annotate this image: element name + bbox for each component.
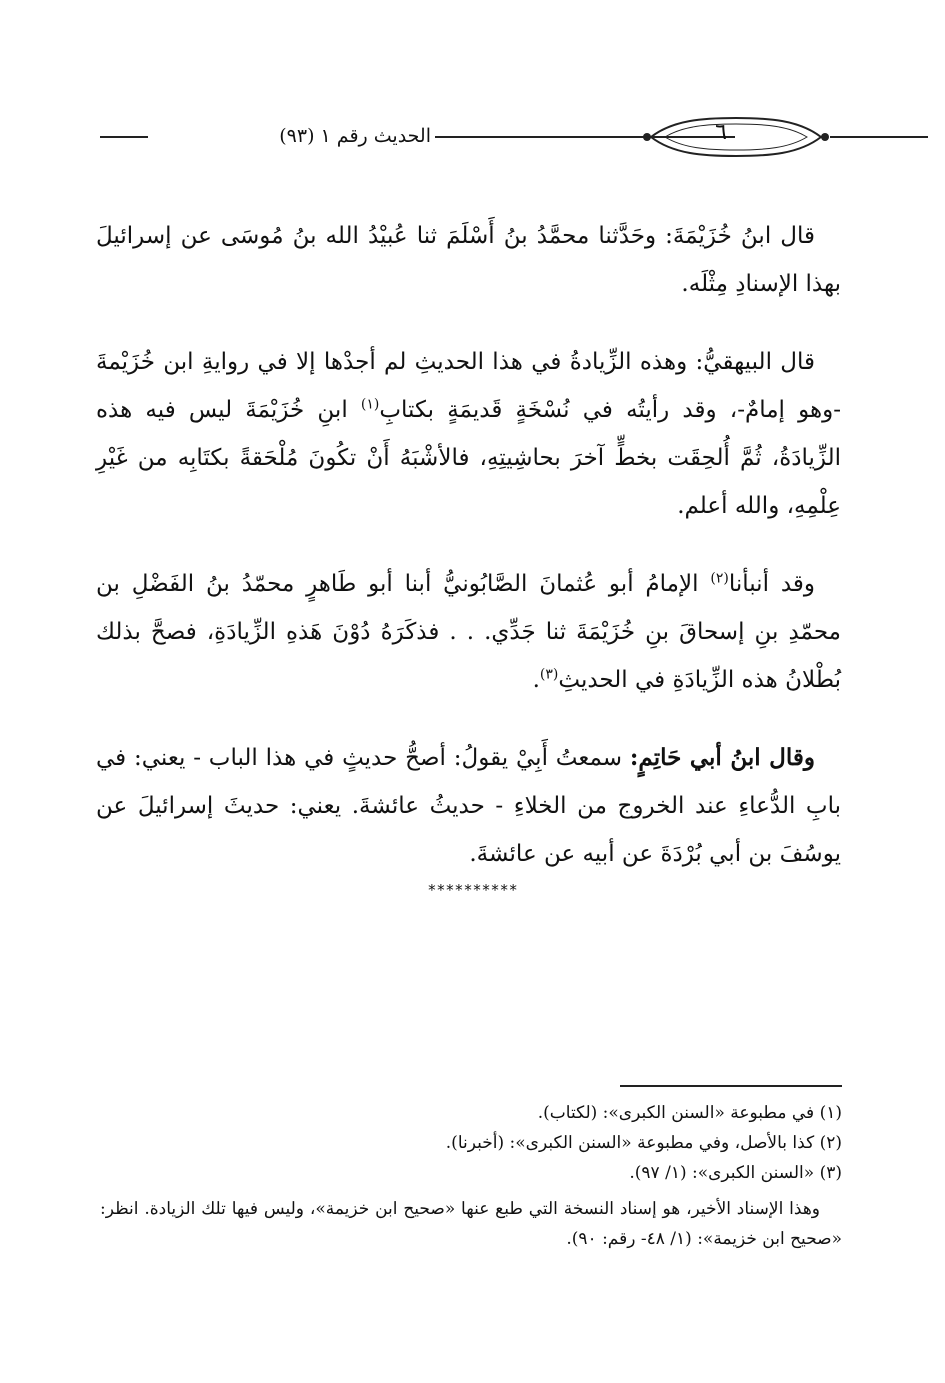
running-header <box>95 112 850 156</box>
paragraph-text: قال ابنُ خُزَيْمَةَ: وحَدَّثنا محمَّدُ بنُ أَسْلَمَ ثنا عُبيْدُ الله بنُ مُوسَى عن إسرائيلَ بهذا الإسنادِ مِثْلَه. <box>96 223 841 297</box>
page-number: ٦ <box>715 120 727 145</box>
paragraph-bayhaqi <box>96 338 841 530</box>
paragraph-text: ابنِ خُزَيْمَةَ ليس فيه هذه الزِّيادَةُ، ثُمَّ أُلحِقَت بخطٍّ آخرَ بحاشِيتِهِ، فالأشْبَهُ أَنْ تكُونَ مُلْحَقةً بكتَابِه من غَيْرِ عِلْمِهِ، والله أعلم. <box>96 397 841 519</box>
paragraph-ibn-khuzayma <box>96 212 841 308</box>
footnote-ref-1[interactable]: (١) <box>360 396 380 413</box>
footnotes <box>100 1098 842 1254</box>
footnote-3: (٣) «السنن الكبرى»: (١/ ٩٧). <box>629 1163 842 1183</box>
header-rule-right <box>830 136 928 138</box>
main-text <box>96 212 841 908</box>
footnote-rule <box>620 1085 842 1087</box>
paragraph-lead: وقال ابنُ أبي حَاتِمٍ: <box>629 744 815 771</box>
footnote-3-note: وهذا الإسناد الأخير، هو إسناد النسخة التي طبع عنها «صحيح ابن خزيمة»، وليس فيها تلك الزيادة. انظر: «صحيح ابن خزيمة»: (١/ ٤٨- رقم: ٩٠). <box>100 1199 842 1249</box>
footnote-ref-2[interactable]: (٢) <box>710 570 729 587</box>
footnote-1: (١) في مطبوعة «السنن الكبرى»: (لكتاب). <box>537 1103 842 1123</box>
paragraph-sabuni <box>96 560 841 704</box>
footnote-2: (٢) كذا بالأصل، وفي مطبوعة «السنن الكبرى»: (أخبرنا). <box>445 1133 842 1153</box>
paragraph-text: قال البيهقيُّ: وهذه الزِّيادةُ في هذا الحديثِ لم أجدْها إلا في روايةِ ابن خُزَيْمةَ -وهو إمامٌ-، وقد رأيتُه في نُسْخَةٍ قَديمَةٍ بكتابِ <box>96 349 841 423</box>
header-title: الحديث رقم ١ (٩٣) <box>279 125 431 147</box>
paragraph-text: وقد أنبأنا <box>728 571 815 597</box>
paragraph-ibn-abi-hatim <box>96 734 841 878</box>
paragraph-text: سمعتُ أَبِيْ يقولُ: أصحُّ حديثٍ في هذا الباب - يعني: في بابِ الدُّعاءِ عند الخروج من الخلاءِ - حديثُ عائشةَ. يعني: حديثَ إسرائيلَ عن يوسُفَ بن أبي بُرْدَةَ عن أبيه عن عائشةَ. <box>96 745 841 867</box>
paragraph-text: . <box>532 667 540 693</box>
footnote-ref-3[interactable]: (٣) <box>539 666 559 683</box>
paragraph-text: الإمامُ أبو عُثمانَ الصَّابُونيُّ أبنا أبو طَاهرٍ محمّدُ بنُ الفَضْلِ بن محمّدِ بنِ إسحاقَ بنِ خُزَيْمَةَ ثنا جَدِّي. . . فذكَرَهُ دُوْنَ هَذهِ الزِّيادَةِ، فصحَّ بذلك بُطْلانُ هذه الزِّيادَةِ في الحديثِ <box>96 571 841 693</box>
header-rule-left <box>100 136 148 138</box>
section-separator: ********** <box>427 881 518 899</box>
